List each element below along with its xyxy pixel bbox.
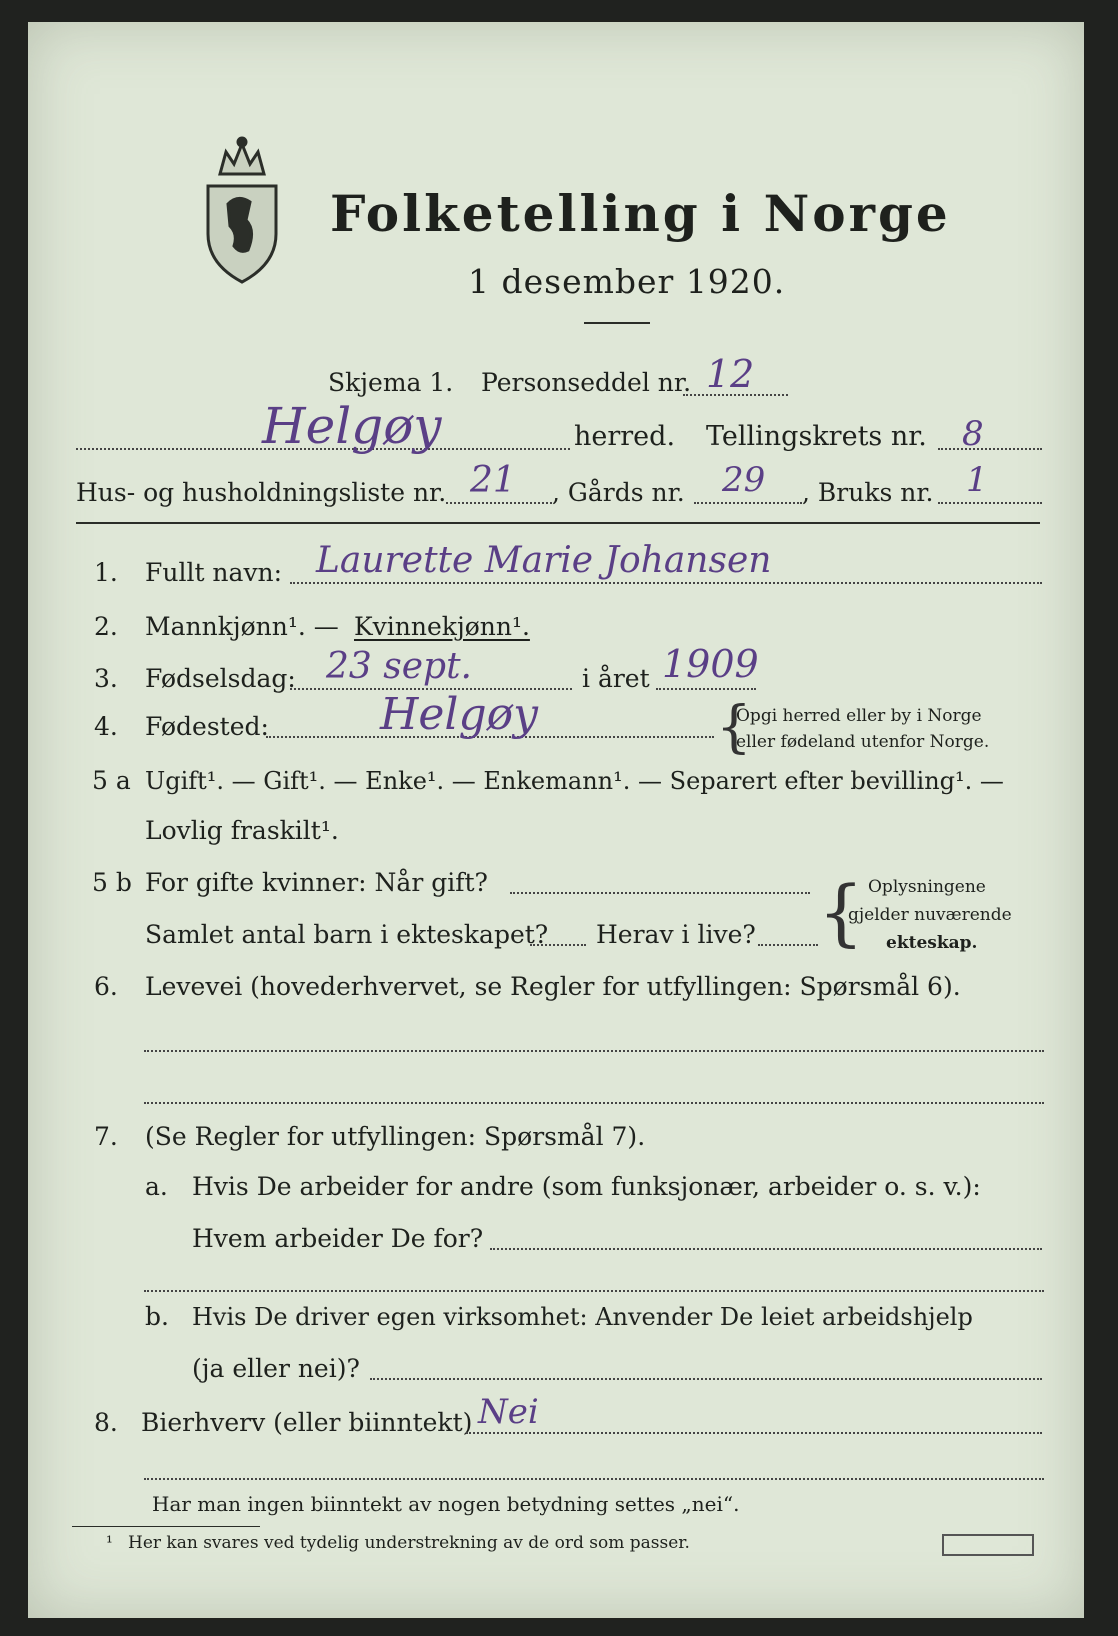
bruks-value: 1 — [966, 460, 988, 500]
q7a-line1: Hvis De arbeider for andre (som funksjonær, arbeider o. s. v.): — [192, 1172, 981, 1201]
q8-value: Nei — [478, 1392, 539, 1432]
q7b-line1: Hvis De driver egen virksomhet: Anvender De leiet arbeidshjelp — [192, 1303, 973, 1331]
q8-field[interactable] — [466, 1432, 1042, 1434]
header-rule — [76, 522, 1040, 524]
q5b-line2b: Herav i live? — [596, 920, 756, 949]
q3-year-value: 1909 — [662, 642, 759, 686]
q4-value: Helgøy — [380, 689, 538, 740]
q5b-married-field[interactable] — [510, 892, 810, 894]
q2-male: Mannkjønn¹. — — [145, 612, 339, 641]
q5b-note-1: Oplysningene — [868, 877, 986, 897]
tellingskrets-value: 8 — [962, 414, 984, 454]
q5a-line2: Lovlig fraskilt¹. — [145, 816, 339, 845]
q5b-line1: For gifte kvinner: Når gift? — [145, 868, 488, 897]
form-title: Folketelling i Norge — [330, 184, 951, 243]
q1-value: Laurette Marie Johansen — [316, 540, 772, 581]
q6-field-2[interactable] — [144, 1102, 1044, 1104]
q3-label: Fødselsdag: — [145, 664, 296, 693]
q7-number: 7. — [94, 1122, 118, 1151]
q4-note-2: eller fødeland utenfor Norge. — [736, 732, 990, 752]
q6-field-1[interactable] — [144, 1050, 1044, 1052]
no-income-note: Har man ingen biinntekt av nogen betydning settes „nei“. — [152, 1492, 740, 1516]
q5b-number: 5 b — [92, 868, 132, 897]
q6-label: Levevei (hovederhvervet, se Regler for utfyllingen: Spørsmål 6). — [145, 972, 961, 1001]
q7a-line2: Hvem arbeider De for? — [192, 1224, 484, 1253]
q4-number: 4. — [94, 712, 118, 741]
q7a-field-2[interactable] — [144, 1290, 1044, 1292]
q4-note-1: Opgi herred eller by i Norge — [736, 706, 982, 726]
q8-number: 8. — [94, 1408, 118, 1437]
herred-label: herred. — [574, 421, 676, 452]
q5b-children-field[interactable] — [530, 944, 586, 946]
q3-year-label: i året — [582, 664, 650, 693]
personseddel-label: Personseddel nr. — [481, 368, 692, 397]
q4-brace: { — [716, 695, 752, 760]
q1-field[interactable] — [290, 582, 1042, 584]
q7-label: (Se Regler for utfyllingen: Spørsmål 7). — [145, 1122, 646, 1151]
tellingskrets-label: Tellingskrets nr. — [706, 421, 927, 452]
q3-year-field[interactable] — [656, 688, 756, 690]
gards-field[interactable] — [694, 502, 802, 504]
bruks-label: , Bruks nr. — [802, 478, 934, 507]
herred-value: Helgøy — [262, 397, 442, 455]
bruks-field[interactable] — [938, 502, 1042, 504]
q8-field-2[interactable] — [144, 1478, 1044, 1480]
coat-of-arms-icon — [198, 134, 286, 286]
footnote-rule — [72, 1526, 260, 1527]
personseddel-value: 12 — [706, 352, 755, 396]
gards-value: 29 — [722, 460, 766, 500]
q2-number: 2. — [94, 612, 118, 641]
q6-number: 6. — [94, 972, 118, 1001]
footnote-number: ¹ — [106, 1533, 113, 1553]
q8-label: Bierhverv (eller biinntekt) — [141, 1408, 473, 1437]
hus-value: 21 — [470, 460, 516, 501]
census-date: 1 desember 1920. — [468, 262, 786, 301]
q7a-field-1[interactable] — [490, 1248, 1042, 1250]
q3-day-value: 23 sept. — [326, 646, 472, 687]
q5b-note-3: ekteskap. — [886, 933, 978, 953]
hus-label: Hus- og husholdningsliste nr. — [76, 478, 447, 507]
q5b-line2a: Samlet antal barn i ekteskapet? — [145, 920, 549, 949]
printer-stamp — [942, 1534, 1034, 1556]
q5a-line1: Ugift¹. — Gift¹. — Enke¹. — Enkemann¹. — Separert efter bevilling¹. — — [145, 767, 1004, 795]
q7b-field[interactable] — [370, 1378, 1042, 1380]
title-divider — [584, 322, 650, 324]
q7a-letter: a. — [145, 1172, 168, 1201]
hus-field[interactable] — [446, 502, 552, 504]
q3-number: 3. — [94, 664, 118, 693]
q5b-alive-field[interactable] — [758, 944, 818, 946]
footnote-text: Her kan svares ved tydelig understrekning av de ord som passer. — [128, 1533, 690, 1553]
q7b-letter: b. — [145, 1302, 169, 1331]
q5b-brace: { — [818, 870, 864, 954]
q2-female: Kvinnekjønn¹. — [354, 612, 530, 641]
gards-label: , Gårds nr. — [552, 478, 685, 507]
schema-label: Skjema 1. — [328, 368, 454, 397]
q1-label: Fullt navn: — [145, 558, 283, 587]
q7b-line2: (ja eller nei)? — [192, 1354, 360, 1383]
q5b-note-2: gjelder nuværende — [848, 905, 1012, 925]
q1-number: 1. — [94, 558, 118, 587]
tellingskrets-field[interactable] — [938, 448, 1042, 450]
q5a-number: 5 a — [92, 766, 131, 795]
q4-label: Fødested: — [145, 712, 269, 741]
